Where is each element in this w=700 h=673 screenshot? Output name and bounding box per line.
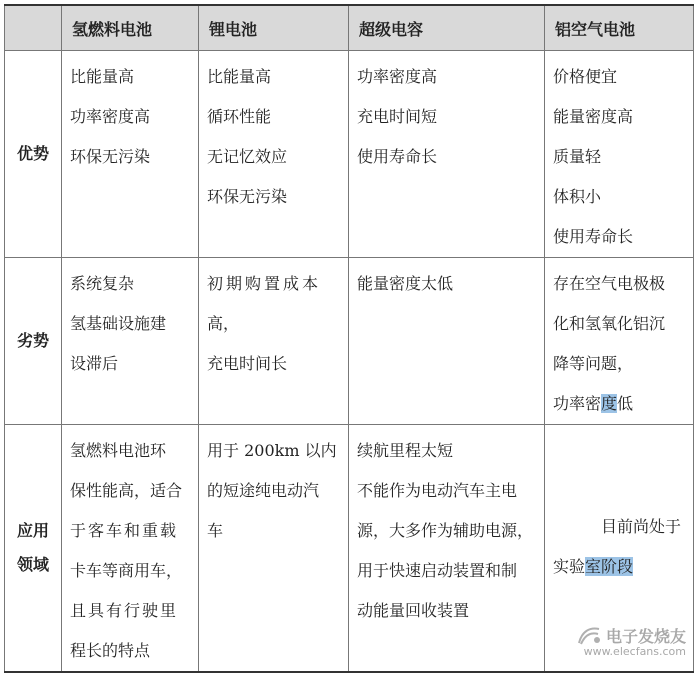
cell-supercap-disadvantages bbox=[349, 258, 545, 425]
cell-line: 比能量高 bbox=[70, 67, 135, 86]
cell-line: 功率密度低 bbox=[553, 394, 634, 413]
header-hydrogen-fuel-cell: 氢燃料电池 bbox=[62, 5, 199, 51]
header-corner bbox=[5, 5, 62, 51]
disadvantages-row bbox=[5, 258, 694, 425]
cell-line: 存在空气电极极 bbox=[553, 274, 666, 293]
battery-comparison-table bbox=[4, 4, 694, 673]
cell-hydrogen-applications bbox=[62, 425, 199, 673]
cell-line: 氢基础设施建 bbox=[70, 314, 167, 333]
cell-line: 且具有行驶里 bbox=[70, 601, 179, 620]
cell-line: 充电时间长 bbox=[207, 354, 288, 373]
watermark-brand: 电子发烧友 bbox=[605, 627, 686, 646]
cell-line: 卡车等商用车， bbox=[70, 561, 183, 580]
row-label-advantages: 优势 bbox=[5, 51, 62, 258]
cell-line: 用于快速启动装置和制 bbox=[357, 561, 518, 580]
cell-line: 车 bbox=[207, 521, 224, 540]
cell-line: 高， bbox=[207, 314, 240, 333]
cell-line: 无记忆效应 bbox=[207, 147, 288, 166]
cell-line: 动能量回收装置 bbox=[357, 601, 470, 620]
cell-line: 续航里程太短 bbox=[357, 441, 454, 460]
cell-alair-advantages bbox=[545, 51, 694, 258]
cell-lithium-disadvantages bbox=[199, 258, 349, 425]
cell-line: 比能量高 bbox=[207, 67, 272, 86]
cell-line: 于客车和重载 bbox=[70, 521, 179, 540]
header-aluminum-air-battery: 铝空气电池 bbox=[545, 5, 694, 51]
header-row bbox=[5, 5, 694, 51]
cell-line: 不能作为电动汽车主电 bbox=[357, 481, 518, 500]
cell-supercap-advantages bbox=[349, 51, 545, 258]
cell-line: 化和氢氧化铝沉 bbox=[553, 314, 666, 333]
cell-lithium-advantages bbox=[199, 51, 349, 258]
cell-line: 体积小 bbox=[553, 187, 602, 206]
row-label-disadvantages: 劣势 bbox=[5, 258, 62, 425]
highlighted-text: 度 bbox=[601, 394, 618, 413]
cell-line: 实验室阶段 bbox=[553, 557, 634, 576]
cell-line: 环保无污染 bbox=[70, 147, 151, 166]
watermark-url: www.elecfans.com bbox=[583, 645, 686, 658]
cell-line: 功率密度高 bbox=[70, 107, 151, 126]
cell-line: 氢燃料电池环 bbox=[70, 441, 167, 460]
advantages-row bbox=[5, 51, 694, 258]
cell-supercap-applications bbox=[349, 425, 545, 673]
cell-line: 充电时间短 bbox=[357, 107, 438, 126]
cell-line: 能量密度高 bbox=[553, 107, 634, 126]
comparison-table-wrapper bbox=[4, 4, 694, 673]
cell-hydrogen-disadvantages bbox=[62, 258, 199, 425]
row-label-applications: 应用 领域 bbox=[5, 425, 62, 673]
cell-lithium-applications bbox=[199, 425, 349, 673]
cell-alair-disadvantages bbox=[545, 258, 694, 425]
cell-line: 循环性能 bbox=[207, 107, 272, 126]
header-supercapacitor: 超级电容 bbox=[349, 5, 545, 51]
cell-line: 目前尚处于 bbox=[600, 517, 681, 536]
cell-line: 环保无污染 bbox=[207, 187, 288, 206]
highlighted-text: 室阶段 bbox=[585, 557, 634, 576]
cell-line: 源，大多作为辅助电源， bbox=[357, 521, 534, 540]
cell-line: 用于 200km 以内 bbox=[207, 441, 337, 460]
cell-line: 初期购置成本 bbox=[207, 274, 322, 293]
cell-line: 程长的特点 bbox=[70, 641, 151, 660]
cell-line: 系统复杂 bbox=[70, 274, 135, 293]
cell-line: 能量密度太低 bbox=[357, 274, 454, 293]
cell-line: 价格便宜 bbox=[553, 67, 618, 86]
cell-line: 降等问题， bbox=[553, 354, 634, 373]
cell-hydrogen-advantages bbox=[62, 51, 199, 258]
cell-line: 质量轻 bbox=[553, 147, 602, 166]
cell-line: 使用寿命长 bbox=[357, 147, 438, 166]
cell-line: 保性能高，适合 bbox=[70, 481, 183, 500]
cell-line: 使用寿命长 bbox=[553, 227, 634, 246]
elecfans-watermark bbox=[576, 624, 686, 658]
cell-line: 功率密度高 bbox=[357, 67, 438, 86]
elecfans-logo-icon bbox=[576, 625, 602, 647]
header-lithium-battery: 锂电池 bbox=[199, 5, 349, 51]
cell-line: 设滞后 bbox=[70, 354, 119, 373]
cell-line: 的短途纯电动汽 bbox=[207, 481, 320, 500]
